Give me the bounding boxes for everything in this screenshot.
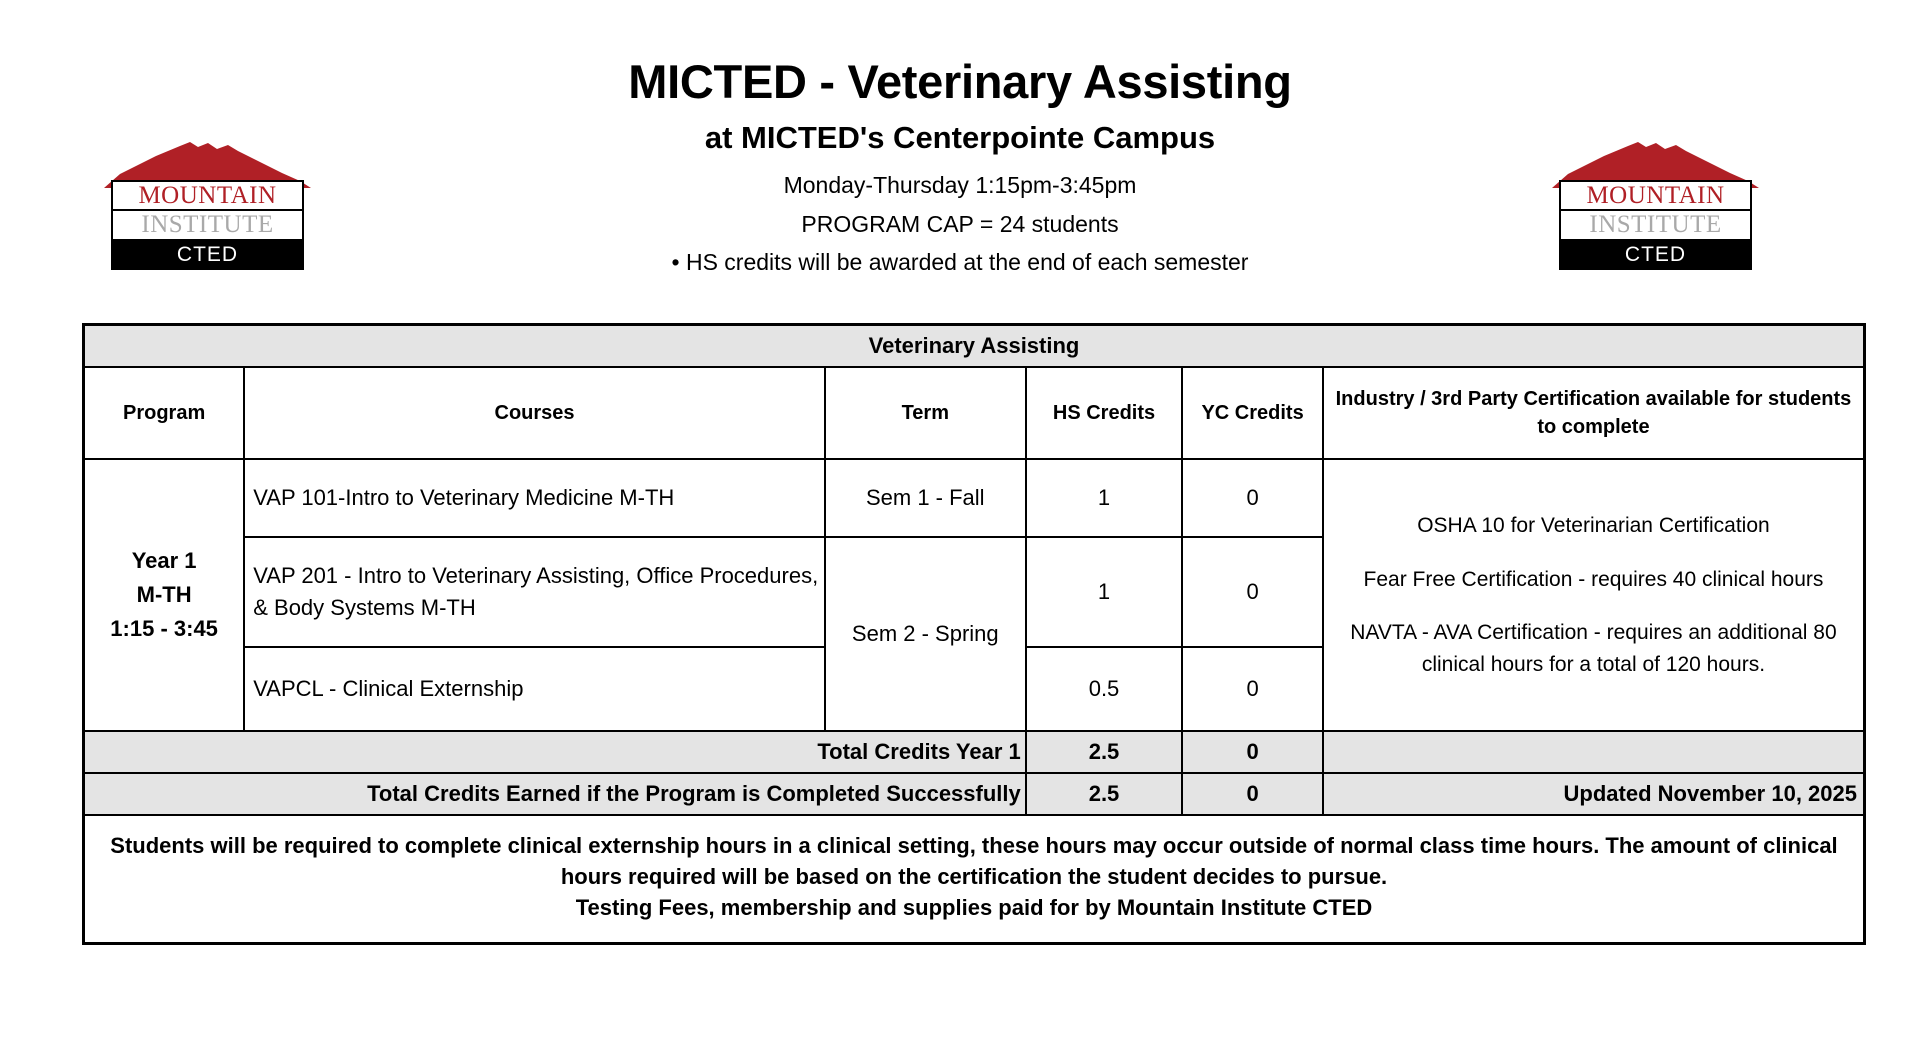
course-yc-credits: 0: [1182, 459, 1323, 537]
footnote-row: [84, 815, 1865, 943]
certification-item: OSHA 10 for Veterinarian Certification: [1417, 514, 1770, 537]
schedule-line: Monday-Thursday 1:15pm-3:45pm: [783, 171, 1137, 198]
logo-right: [1552, 140, 1759, 270]
footnote-paragraph: Students will be required to complete clinical externship hours in a clinical setting, these hours may occur outside of normal class time hours. The amount of clinical hours required will be based on the certification the student decides to pursue.: [110, 833, 1838, 890]
course-hs-credits: 1: [1026, 459, 1183, 537]
total-note: [1323, 731, 1865, 773]
table-header-row: [84, 367, 1865, 459]
certification-cell: [1323, 459, 1865, 731]
table-row: [84, 459, 1865, 537]
logo-left: [104, 140, 311, 270]
total-yc-credits: 0: [1182, 773, 1323, 815]
header-hs-credits: HS Credits: [1026, 367, 1183, 459]
certification-item: Fear Free Certification - requires 40 clinical hours: [1363, 567, 1824, 591]
course-name: VAP 201 - Intro to Veterinary Assisting, Office Procedures, & Body Systems M-TH: [244, 537, 825, 647]
program-year: Year 1: [131, 547, 197, 573]
total-row-year-1: [84, 731, 1865, 773]
table-band-row: [84, 325, 1865, 368]
program-cell: [84, 459, 245, 731]
header-certification: Industry / 3rd Party Certification available for students to complete: [1323, 367, 1865, 459]
program-table: [82, 323, 1866, 945]
total-row-program: [84, 773, 1865, 815]
course-name: VAP 101-Intro to Veterinary Medicine M-TH: [244, 459, 825, 537]
course-name: VAPCL - Clinical Externship: [244, 647, 825, 731]
certification-item: NAVTA - AVA Certification - requires an additional 80 clinical hours for a total of 120 hours.: [1350, 621, 1837, 676]
page-header: [0, 0, 1920, 300]
footnote-cell: [84, 815, 1865, 943]
course-term: Sem 2 - Spring: [825, 537, 1026, 731]
course-hs-credits: 1: [1026, 537, 1183, 647]
logo-line-cted: CTED: [113, 241, 302, 268]
program-cap-line: PROGRAM CAP = 24 students: [801, 210, 1119, 237]
course-yc-credits: 0: [1182, 537, 1323, 647]
total-hs-credits: 2.5: [1026, 773, 1183, 815]
updated-date: Updated November 10, 2025: [1323, 773, 1865, 815]
logo-text-bands: [1559, 180, 1752, 270]
footnote-paragraph: Testing Fees, membership and supplies paid for by Mountain Institute CTED: [575, 895, 1373, 921]
total-label: Total Credits Earned if the Program is Completed Successfully: [84, 773, 1026, 815]
total-label: Total Credits Year 1: [84, 731, 1026, 773]
band-title-cell: Veterinary Assisting: [84, 325, 1865, 368]
header-program: Program: [84, 367, 245, 459]
program-time: 1:15 - 3:45: [110, 616, 218, 642]
header-yc-credits: YC Credits: [1182, 367, 1323, 459]
logo-line-institute: INSTITUTE: [1561, 211, 1750, 240]
program-days: M-TH: [136, 581, 192, 607]
header-term: Term: [825, 367, 1026, 459]
logo-text-bands: [111, 180, 304, 270]
page-title: MICTED - Veterinary Assisting: [628, 55, 1292, 108]
logo-line-mountain: MOUNTAIN: [1561, 182, 1750, 211]
logo-line-cted: CTED: [1561, 241, 1750, 268]
page-subtitle: at MICTED's Centerpointe Campus: [704, 119, 1216, 155]
total-yc-credits: 0: [1182, 731, 1323, 773]
total-hs-credits: 2.5: [1026, 731, 1183, 773]
course-term: Sem 1 - Fall: [825, 459, 1026, 537]
logo-line-mountain: MOUNTAIN: [113, 182, 302, 211]
course-yc-credits: 0: [1182, 647, 1323, 731]
course-hs-credits: 0.5: [1026, 647, 1183, 731]
program-table-container: [82, 323, 1866, 945]
header-courses: Courses: [244, 367, 825, 459]
logo-line-institute: INSTITUTE: [113, 211, 302, 240]
credit-note-line: • HS credits will be awarded at the end of each semester: [671, 249, 1249, 276]
